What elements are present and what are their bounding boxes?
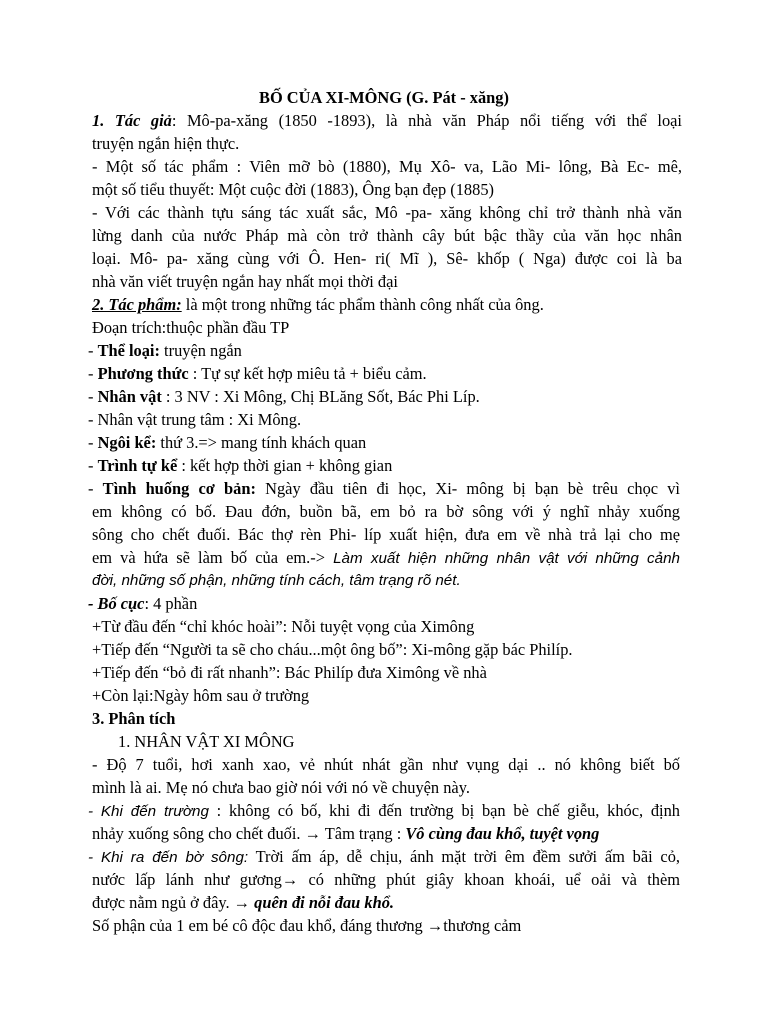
situation-value: Ngày đầu tiên đi học, Xi- mông bị bạn bè trêu chọc vì xyxy=(255,479,680,498)
sequence-label: Trình tự kể xyxy=(97,456,178,475)
characters-line: - Nhân vật : 3 NV : Xi Mông, Chị BLăng Sốt, Bác Phi Líp. xyxy=(88,387,480,406)
forget-plain: được nằm ngủ ở đây. → xyxy=(92,893,255,912)
mood-plain: nhảy xuống sông cho chết đuối. → Tâm trạng : xyxy=(92,824,406,843)
work-line-1 xyxy=(92,293,768,316)
part-4: +Còn lại:Ngày hôm sau ở trường xyxy=(92,686,310,705)
method-line: - Phương thức : Tự sự kết hợp miêu tả + biểu cảm. xyxy=(88,364,427,383)
mood-emphasis: Vô cùng đau khổ, tuyệt vọng xyxy=(405,824,600,843)
river-line-2: nước lấp lánh như gương→ có những phút giây khoan khoái, uể oải và thèm xyxy=(92,870,680,889)
situation-line-5: đời, những số phận, những tính cách, tâm trạng rõ nét. xyxy=(92,572,461,589)
work-intro: là một trong những tác phẩm thành công nhất của ông. xyxy=(181,295,544,314)
genre-label: Thể loại: xyxy=(97,341,160,360)
main-character-line: - Nhân vật trung tâm : Xi Mông. xyxy=(88,410,302,429)
narration-value: thứ 3.=> mang tính khách quan xyxy=(156,433,367,452)
method-value: : Tự sự kết hợp miêu tả + biểu cảm. xyxy=(188,364,427,383)
school-label: - Khi đến trường xyxy=(88,803,209,820)
author-line-2: truyện ngắn hiện thực. xyxy=(92,134,240,153)
genre-line: - Thể loại: truyện ngắn xyxy=(88,341,242,360)
age-line-2: mình là ai. Mẹ nó chưa bao giờ nói với nó về chuyện này. xyxy=(92,778,470,797)
structure-line xyxy=(88,592,768,615)
part-1: +Từ đầu đến “chỉ khóc hoài”: Nỗi tuyệt vọng của Ximông xyxy=(92,617,475,636)
situation-line-3: sông cho chết đuối. Bác thợ rèn Phi- líp xuất hiện, đưa em về nhà trả lại cho mẹ xyxy=(92,525,680,544)
situation-line-1: - Tình huống cơ bản: Ngày đầu tiên đi học, Xi- mông bị bạn bè trêu chọc vì xyxy=(88,479,680,498)
river-value: Trời ấm áp, dễ chịu, ánh mặt trời êm đềm sưởi ấm bãi cỏ, xyxy=(248,847,680,866)
analysis-heading: 3. Phân tích xyxy=(92,709,176,728)
achievement-line-2: lừng danh của nước Pháp mà còn trở thành cây bút bậc thầy của văn học nhân xyxy=(92,226,682,245)
works-line-1: - Một số tác phẩm : Viên mỡ bò (1880), Mụ Xô- va, Lão Mi- lông, Bà Ec- mê, xyxy=(92,157,682,176)
author-intro: : Mô-pa-xăng (1850 -1893), là nhà văn Pháp nổi tiếng với thể loại xyxy=(171,111,682,130)
sequence-value: : kết hợp thời gian + không gian xyxy=(177,456,393,475)
situation-line-2: em không có bố. Đau đớn, buồn bã, em bỏ ra bờ sông với ý nghĩ nhảy xuống xyxy=(92,502,680,521)
method-label: Phương thức xyxy=(97,364,189,383)
achievement-line-3: loại. Mô- pa- xăng cùng với Ô. Hen- ri( Mĩ ), Sê- khốp ( Nga) được coi là ba xyxy=(92,249,682,268)
structure-label: - Bố cục xyxy=(88,594,145,613)
school-line-1 xyxy=(88,799,680,823)
achievement-line-1: - Với các thành tựu sáng tác xuất sắc, Mô -pa- xăng không chỉ trở thành nhà văn xyxy=(92,203,682,222)
author-heading: 1. Tác giả xyxy=(92,111,172,130)
situation-italic: Làm xuất hiện những nhân vật với những cảnh xyxy=(333,550,680,567)
age-line-1: - Độ 7 tuổi, hơi xanh xao, vẻ nhút nhát gần như vụng dại .. nó không biết bố xyxy=(92,755,680,774)
part-3: +Tiếp đến “bỏ đi rất nhanh”: Bác Philíp đưa Ximông về nhà xyxy=(92,663,487,682)
excerpt-line: Đoạn trích:thuộc phần đầu TP xyxy=(92,318,290,337)
works-line-2: một số tiểu thuyết: Một cuộc đời (1883), Ông bạn đẹp (1885) xyxy=(92,180,494,199)
river-line-3 xyxy=(92,891,768,914)
part-2: +Tiếp đến “Người ta sẽ cho cháu...một ông bố”: Xi-mông gặp bác Philíp. xyxy=(92,640,573,659)
sequence-line: - Trình tự kể : kết hợp thời gian + không gian xyxy=(88,456,393,475)
school-value: : không có bố, khi đi đến trường bị bạn bè chế giễu, khóc, định xyxy=(208,801,681,820)
situation-label: Tình huống cơ bản: xyxy=(102,479,256,498)
work-heading: 2. Tác phẩm: xyxy=(92,295,182,314)
narration-label: Ngôi kể: xyxy=(97,433,157,452)
characters-label: Nhân vật xyxy=(97,387,162,406)
situation-line-4 xyxy=(92,546,680,570)
narration-line: - Ngôi kể: thứ 3.=> mang tính khách quan xyxy=(88,433,367,452)
forget-emphasis: quên đi nỗi đau khổ. xyxy=(254,893,394,912)
document-title: BỐ CỦA XI-MÔNG (G. Pát - xăng) xyxy=(259,88,509,107)
river-label: - Khi ra đến bờ sông: xyxy=(88,849,249,866)
author-line-1 xyxy=(92,109,682,132)
fate-line: Số phận của 1 em bé cô độc đau khổ, đáng thương →thương cảm xyxy=(92,916,522,935)
school-line-2 xyxy=(92,822,768,845)
genre-value: truyện ngắn xyxy=(159,341,242,360)
analysis-subheading: 1. NHÂN VẬT XI MÔNG xyxy=(118,732,295,751)
achievement-line-4: nhà văn viết truyện ngắn hay nhất mọi thời đại xyxy=(92,272,398,291)
river-line-1 xyxy=(88,845,680,869)
situation-plain: em và hứa sẽ làm bố của em.-> xyxy=(92,548,334,567)
structure-value: : 4 phần xyxy=(144,594,198,613)
characters-value: : 3 NV : Xi Mông, Chị BLăng Sốt, Bác Phi Líp. xyxy=(161,387,480,406)
